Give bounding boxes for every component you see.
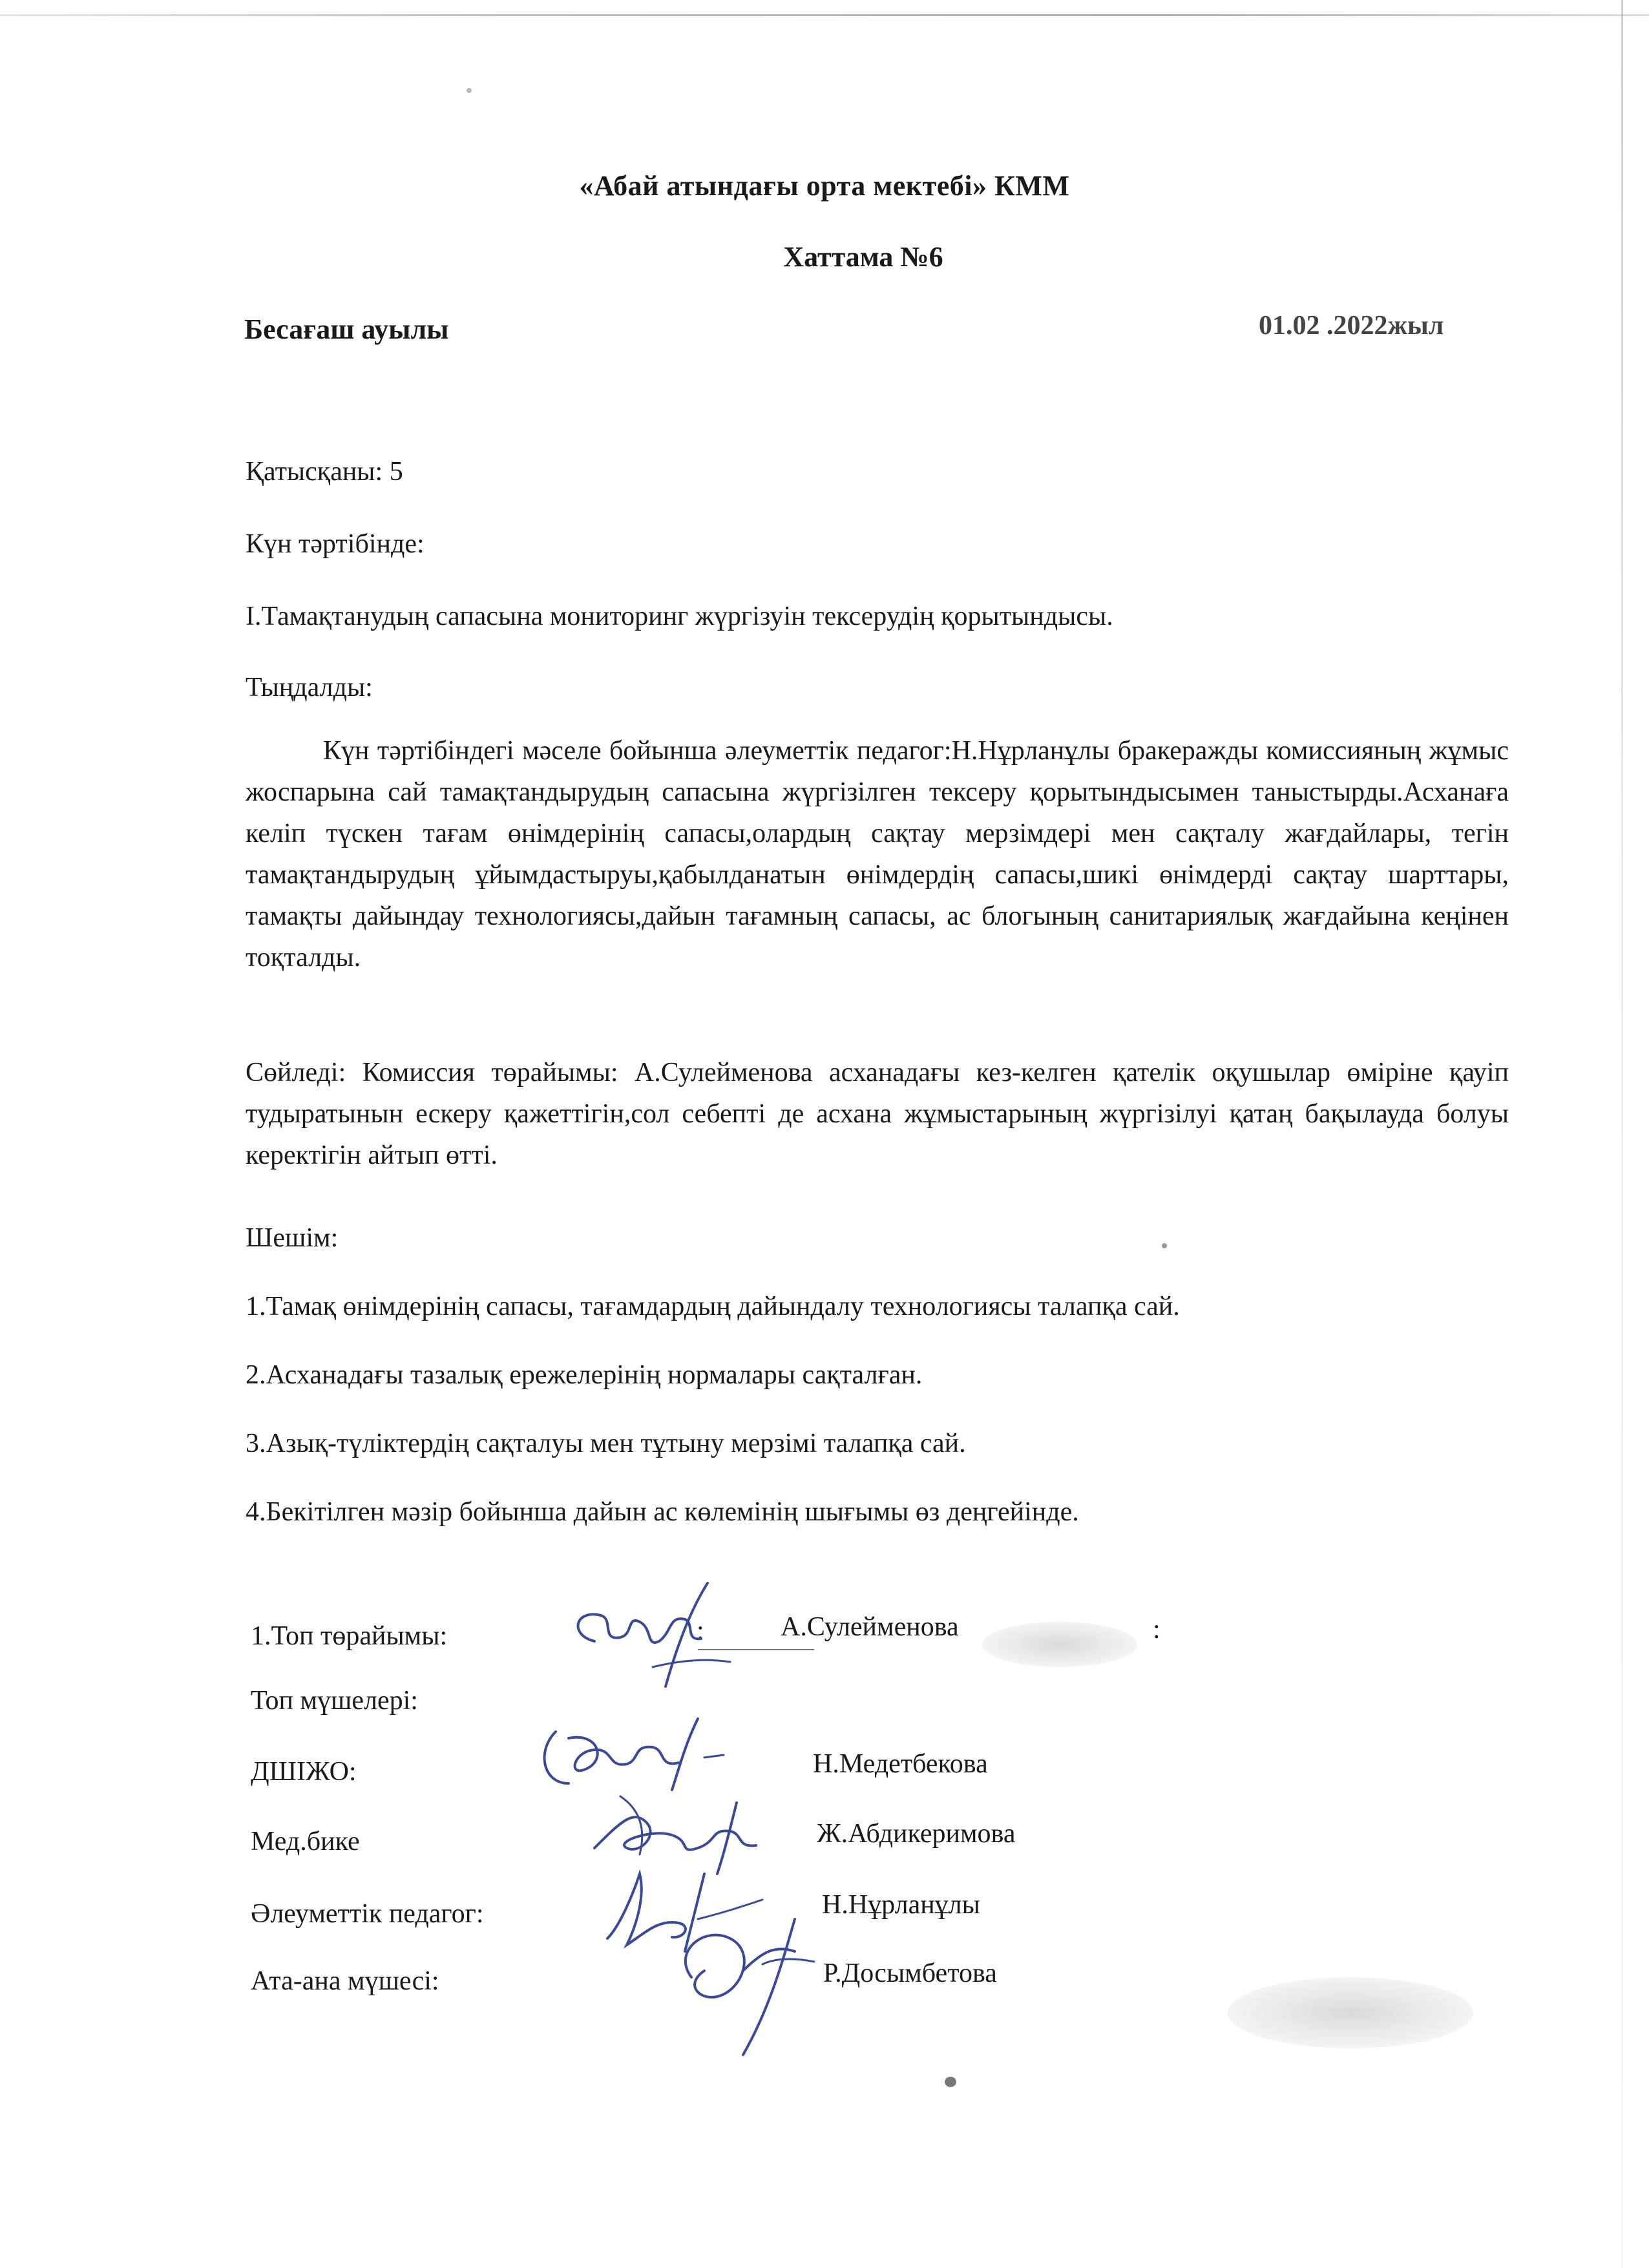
- organization-title: «Абай атындағы орта мектебі» КММ: [579, 170, 1070, 202]
- member-name-4: Р.Досымбетова: [823, 1958, 997, 1988]
- listened-paragraph: [246, 730, 1509, 978]
- decision-label: Шешім:: [246, 1223, 339, 1253]
- agenda-item: І.Тамақтанудың сапасына мониторинг жүргізуін тексерудің қорытындысы.: [246, 602, 1113, 631]
- scan-speck: [467, 88, 472, 93]
- member-name-3: Н.Нұрланұлы: [822, 1890, 980, 1920]
- place-name: Бесағаш ауылы: [244, 313, 449, 345]
- members-label: Топ мүшелері:: [251, 1686, 418, 1716]
- scan-speck: [945, 2077, 956, 2087]
- member-label-1: ДШІЖО:: [251, 1757, 357, 1787]
- member-label-4: Ата-ана мүшесі:: [251, 1966, 439, 1996]
- scan-smudge: [1228, 1977, 1473, 2048]
- scan-speck: [1162, 1243, 1167, 1248]
- listened-label: Тыңдалды:: [246, 673, 373, 702]
- member-name-2: Ж.Абдикеримова: [817, 1819, 1016, 1849]
- member-label-3: Әлеуметтік педагог:: [251, 1899, 484, 1929]
- chair-trailing-colon: :: [1153, 1615, 1161, 1644]
- chair-signature-icon: [556, 1570, 750, 1706]
- protocol-title: Хаттама №6: [783, 241, 943, 273]
- scan-edge-top: [0, 14, 1649, 16]
- spoke-paragraph: Сөйледі: Комиссия төрайымы: А.Сулейменова асханадағы кез-келген қателік оқушылар өміріне қауіп тудыратынын ескеру қажеттігін,сол себепті де асхана жұмыстарының жүргізілуі қатаң бақылауда болуы керектігін айтып өтті.: [246, 1058, 1509, 1170]
- agenda-label: Күн тәртібінде:: [246, 529, 425, 559]
- chair-label: 1.Топ төрайымы:: [251, 1621, 448, 1651]
- decision-item-2: 2.Асханадағы тазалық ережелерінің нормалары сақталған.: [246, 1360, 923, 1390]
- scan-edge-right: [1621, 0, 1623, 2268]
- decision-item-1: 1.Тамақ өнімдерінің сапасы, тағамдардың дайындалу технологиясы талапқа сай.: [246, 1292, 1180, 1321]
- document-date: 01.02 .2022жыл: [1259, 311, 1444, 341]
- member-label-2: Мед.бике: [251, 1827, 360, 1856]
- attendees-count: Қатысқаны: 5: [246, 457, 403, 487]
- chair-name: А.Сулейменова: [781, 1612, 959, 1642]
- member-signature-4-icon: [666, 1913, 859, 2061]
- chair-colon: :: [697, 1616, 704, 1646]
- decision-item-3: 3.Азық-түліктердің сақталуы мен тұтыну мерзімі талапқа сай.: [246, 1429, 966, 1458]
- listened-text: Күн тәртібіндегі мәселе бойынша әлеуметтік педагог:Н.Нұрланұлы бракеражды комиссияның жұмыс жоспарына сай тамақтандырудың сапасына жүргізілген тексеру қорытындысымен таныстырды.Асханаға келіп түскен тағам өнімдерінің сапасы,олардың сақтау мерзімдері мен сақталу жағдайлары, тегін тамақтандырудың ұйымдастыруы,қабылданатын өнімдердің сапасы,шикі өнімдерді сақтау шарттары, тамақты дайындау технологиясы,дайын тағамның сапасы, ас блогының санитариялық жағдайына кеңінен тоқталды.: [246, 736, 1509, 972]
- member-name-1: Н.Медетбекова: [813, 1749, 988, 1779]
- scan-smudge: [982, 1622, 1137, 1667]
- decision-item-4: 4.Бекітілген мәзір бойынша дайын ас көлемінің шығымы өз деңгейінде.: [246, 1497, 1079, 1527]
